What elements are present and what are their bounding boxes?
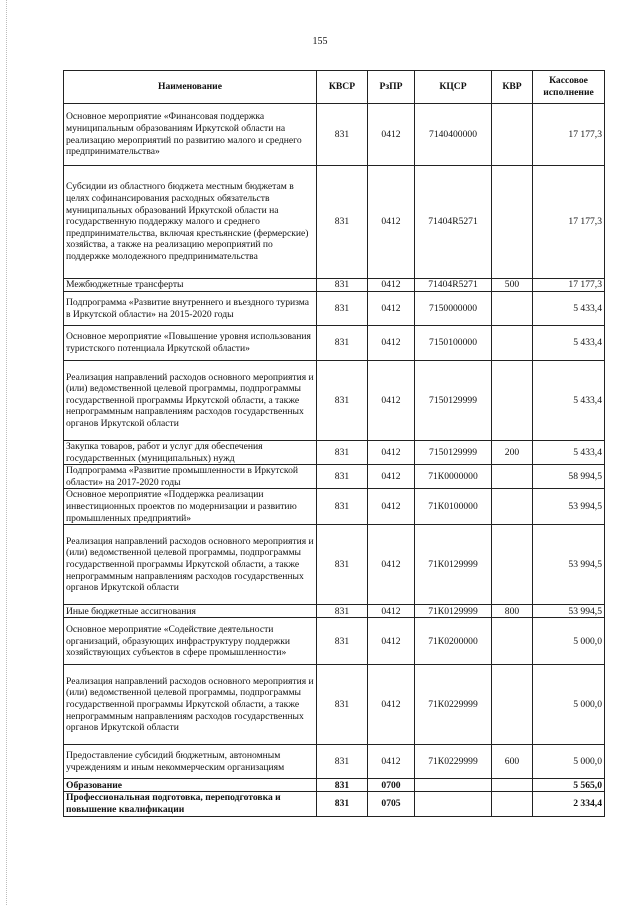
row-kvsr: 831 xyxy=(317,745,368,779)
table-row xyxy=(64,745,605,779)
row-name: Предоставление субсидий бюджетным, автономным учреждениям и иным некоммерческим организациям xyxy=(64,745,317,779)
header-kvr: КВР xyxy=(492,71,533,104)
row-kvr: 500 xyxy=(492,279,533,292)
row-kcsr: 71К0129999 xyxy=(415,525,492,605)
row-name: Иные бюджетные ассигнования xyxy=(64,605,317,618)
row-kvsr: 831 xyxy=(317,441,368,465)
row-kvsr: 831 xyxy=(317,525,368,605)
row-rzpr: 0412 xyxy=(368,489,415,525)
row-kvsr: 831 xyxy=(317,292,368,326)
row-kvsr: 831 xyxy=(317,279,368,292)
row-kvsr: 831 xyxy=(317,792,368,816)
table-row xyxy=(64,361,605,441)
row-kvsr: 831 xyxy=(317,779,368,792)
header-kcsr: КЦСР xyxy=(415,71,492,104)
table-body xyxy=(64,104,605,817)
row-kcsr: 7140400000 xyxy=(415,104,492,166)
row-execution: 5 433,4 xyxy=(533,326,605,361)
table-row xyxy=(64,166,605,279)
row-name: Основное мероприятие «Содействие деятельности организаций, образующих инфраструктуру поддержки хозяйствующих субъектов в сфере промышленности» xyxy=(64,618,317,665)
row-rzpr: 0412 xyxy=(368,525,415,605)
table-header-row xyxy=(64,71,605,104)
table-row xyxy=(64,618,605,665)
row-rzpr: 0412 xyxy=(368,605,415,618)
row-kvr xyxy=(492,618,533,665)
row-kcsr: 7150100000 xyxy=(415,326,492,361)
row-rzpr: 0412 xyxy=(368,166,415,279)
table-row xyxy=(64,441,605,465)
row-execution: 5 433,4 xyxy=(533,292,605,326)
row-rzpr: 0412 xyxy=(368,292,415,326)
row-execution: 53 994,5 xyxy=(533,605,605,618)
header-name: Наименование xyxy=(64,71,317,104)
row-kvsr: 831 xyxy=(317,361,368,441)
header-rzpr: РзПР xyxy=(368,71,415,104)
table-row xyxy=(64,525,605,605)
row-kcsr xyxy=(415,779,492,792)
table-row xyxy=(64,665,605,745)
row-kvr xyxy=(492,489,533,525)
row-kvr xyxy=(492,104,533,166)
row-name: Реализация направлений расходов основного мероприятия и (или) ведомственной целевой программы, подпрограммы государственной программы Иркутской области, а также непрограммным направлениям расходов государственных органов Иркутской области xyxy=(64,361,317,441)
row-name: Закупка товаров, работ и услуг для обеспечения государственных (муниципальных) нужд xyxy=(64,441,317,465)
row-execution: 5 565,0 xyxy=(533,779,605,792)
row-execution: 17 177,3 xyxy=(533,104,605,166)
row-kvsr: 831 xyxy=(317,166,368,279)
row-kcsr: 71404R5271 xyxy=(415,166,492,279)
row-kcsr: 7150000000 xyxy=(415,292,492,326)
table-row xyxy=(64,292,605,326)
row-kvr xyxy=(492,361,533,441)
row-execution: 5 433,4 xyxy=(533,441,605,465)
row-execution: 5 000,0 xyxy=(533,745,605,779)
row-kvr xyxy=(492,779,533,792)
row-rzpr: 0700 xyxy=(368,779,415,792)
header-kvsr: КВСР xyxy=(317,71,368,104)
row-kcsr: 7150129999 xyxy=(415,361,492,441)
row-kvr: 600 xyxy=(492,745,533,779)
row-kvr xyxy=(492,792,533,816)
table-row xyxy=(64,279,605,292)
row-kcsr: 71К0129999 xyxy=(415,605,492,618)
page-number: 155 xyxy=(312,36,328,47)
row-rzpr: 0412 xyxy=(368,665,415,745)
row-name: Межбюджетные трансферты xyxy=(64,279,317,292)
row-name: Профессиональная подготовка, переподготовка и повышение квалификации xyxy=(64,792,317,816)
budget-table xyxy=(63,70,605,817)
row-name: Основное мероприятие «Поддержка реализации инвестиционных проектов по модернизации и развитию промышленных предприятий» xyxy=(64,489,317,525)
row-execution: 17 177,3 xyxy=(533,166,605,279)
row-kcsr: 71404R5271 xyxy=(415,279,492,292)
row-kvsr: 831 xyxy=(317,605,368,618)
row-kvr xyxy=(492,665,533,745)
row-rzpr: 0412 xyxy=(368,618,415,665)
row-kvsr: 831 xyxy=(317,665,368,745)
row-rzpr: 0412 xyxy=(368,361,415,441)
table-row xyxy=(64,104,605,166)
table-row xyxy=(64,605,605,618)
row-execution: 17 177,3 xyxy=(533,279,605,292)
table-row xyxy=(64,792,605,816)
row-kvsr: 831 xyxy=(317,104,368,166)
row-rzpr: 0412 xyxy=(368,465,415,489)
row-name: Реализация направлений расходов основного мероприятия и (или) ведомственной целевой программы, подпрограммы государственной программы Иркутской области, а также непрограммным направлениям расходов государственных органов Иркутской области xyxy=(64,665,317,745)
row-name: Основное мероприятие «Повышение уровня использования туристского потенциала Иркутской области» xyxy=(64,326,317,361)
row-kcsr: 7150129999 xyxy=(415,441,492,465)
row-kvr xyxy=(492,326,533,361)
row-name: Реализация направлений расходов основного мероприятия и (или) ведомственной целевой программы, подпрограммы государственной программы Иркутской области, а также непрограммным направлениям расходов государственных органов Иркутской области xyxy=(64,525,317,605)
table-row xyxy=(64,326,605,361)
row-name: Образование xyxy=(64,779,317,792)
row-kvsr: 831 xyxy=(317,465,368,489)
row-kvsr: 831 xyxy=(317,489,368,525)
row-name: Подпрограмма «Развитие промышленности в Иркутской области» на 2017-2020 годы xyxy=(64,465,317,489)
row-kcsr: 71К0100000 xyxy=(415,489,492,525)
row-execution: 58 994,5 xyxy=(533,465,605,489)
row-rzpr: 0412 xyxy=(368,745,415,779)
row-kvr xyxy=(492,525,533,605)
row-kvr xyxy=(492,292,533,326)
table-row xyxy=(64,465,605,489)
row-name: Подпрограмма «Развитие внутреннего и въездного туризма в Иркутской области» на 2015-2020 годы xyxy=(64,292,317,326)
row-execution: 5 000,0 xyxy=(533,618,605,665)
row-kcsr: 71К0229999 xyxy=(415,665,492,745)
row-kvr: 800 xyxy=(492,605,533,618)
row-execution: 53 994,5 xyxy=(533,489,605,525)
row-kcsr: 71К0200000 xyxy=(415,618,492,665)
scan-margin-line xyxy=(6,0,8,905)
row-name: Основное мероприятие «Финансовая поддержка муниципальным образованиям Иркутской области на реализацию мероприятий по развитию малого и среднего предпринимательства» xyxy=(64,104,317,166)
row-rzpr: 0412 xyxy=(368,279,415,292)
row-kvr xyxy=(492,465,533,489)
row-execution: 2 334,4 xyxy=(533,792,605,816)
row-execution: 53 994,5 xyxy=(533,525,605,605)
table-row xyxy=(64,489,605,525)
row-rzpr: 0412 xyxy=(368,326,415,361)
row-kcsr xyxy=(415,792,492,816)
row-name: Субсидии из областного бюджета местным бюджетам в целях софинансирования расходных обязательств муниципальных образований Иркутской области на государственную поддержку малого и среднего предпринимательства, включая крестьянские (фермерские) хозяйства, а также на реализацию мероприятий по поддержке молодежного предпринимательства xyxy=(64,166,317,279)
row-rzpr: 0412 xyxy=(368,104,415,166)
row-kvsr: 831 xyxy=(317,326,368,361)
row-kcsr: 71К0000000 xyxy=(415,465,492,489)
table-row xyxy=(64,779,605,792)
row-rzpr: 0412 xyxy=(368,441,415,465)
row-execution: 5 433,4 xyxy=(533,361,605,441)
row-rzpr: 0705 xyxy=(368,792,415,816)
row-kvr xyxy=(492,166,533,279)
row-execution: 5 000,0 xyxy=(533,665,605,745)
row-kvsr: 831 xyxy=(317,618,368,665)
header-execution: Кассовое исполнение xyxy=(533,71,605,104)
row-kcsr: 71К0229999 xyxy=(415,745,492,779)
row-kvr: 200 xyxy=(492,441,533,465)
